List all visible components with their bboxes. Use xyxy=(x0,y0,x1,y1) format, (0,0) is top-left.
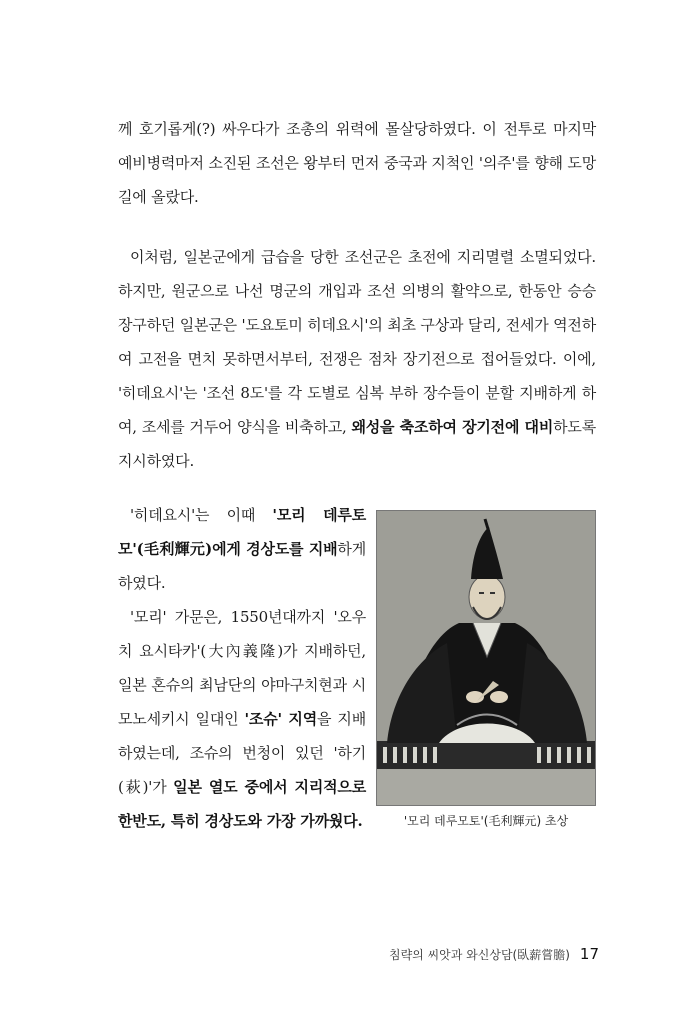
paragraph-3-text-a: '히데요시'는 이때 xyxy=(130,506,273,524)
paragraph-3-text-b: 하게 하였다. xyxy=(118,540,366,592)
paragraph-4-emphasis-b: 일본 열도 중에서 지리적으로 한반도, 특히 경상도와 가장 가까웠다. xyxy=(118,778,366,830)
paragraph-1-text: 께 호기롭게(?) 싸우다가 조총의 위력에 몰살당하였다. 이 전투로 마지막 예비병력마저 소진된 조선은 왕부터 먼저 중국과 지척인 '의주'를 향해 도망 길에 올랐다. xyxy=(118,120,596,206)
paragraph-4-emphasis-a: '조슈' 지역 xyxy=(244,710,318,728)
figure-caption: '모리 데루모토'(毛利輝元) 초상 xyxy=(403,814,569,828)
paragraph-4-text-a: '모리' 가문은, 1550년대까지 '오우치 요시타카'(大內義隆)가 지배하던, 일본 혼슈의 최남단의 야마구치현과 시모노세키시 일대인 xyxy=(118,608,366,728)
paragraph-2-emphasis: 왜성을 축조하여 장기전에 대비 xyxy=(351,418,554,436)
paragraph-2 xyxy=(118,240,596,478)
page-footer xyxy=(389,945,599,963)
paragraph-2-text-a: 이처럼, 일본군에게 급습을 당한 조선군은 초전에 지리멸렬 소멸되었다. 하지만, 원군으로 나선 명군의 개입과 조선 의병의 활약으로, 한동안 승승장구하던 일본군은 '도요토미 히데요시'의 최초 구상과 달리, 전세가 역전하여 고전을 면치 못하면서부터, 전쟁은 점차 장기전으로 접어들었다. 이에, '히데요시'는 '조선 8도'를 각 도별로 심복 부하 장수들이 분할 지배하게 하여, 조세를 거두어 양식을 비축하고, xyxy=(118,248,596,436)
paragraph-4 xyxy=(118,600,366,838)
paragraph-4-text-b: 을 지배하였는데, 조슈의 번청이 있던 '하기(萩)'가 xyxy=(118,710,366,796)
paragraph-3 xyxy=(118,498,366,600)
portrait-image xyxy=(376,510,596,806)
paragraph-1 xyxy=(118,112,596,214)
paragraph-2-text-b: 하도록 지시하였다. xyxy=(118,418,596,470)
page-number: 17 xyxy=(579,945,599,963)
running-title: 침략의 씨앗과 와신상담(臥薪嘗膽) xyxy=(388,948,570,962)
portrait-illustration xyxy=(377,511,596,806)
paragraph-3-emphasis: '모리 데루토모'(毛利輝元)에게 경상도를 지배 xyxy=(118,506,366,558)
